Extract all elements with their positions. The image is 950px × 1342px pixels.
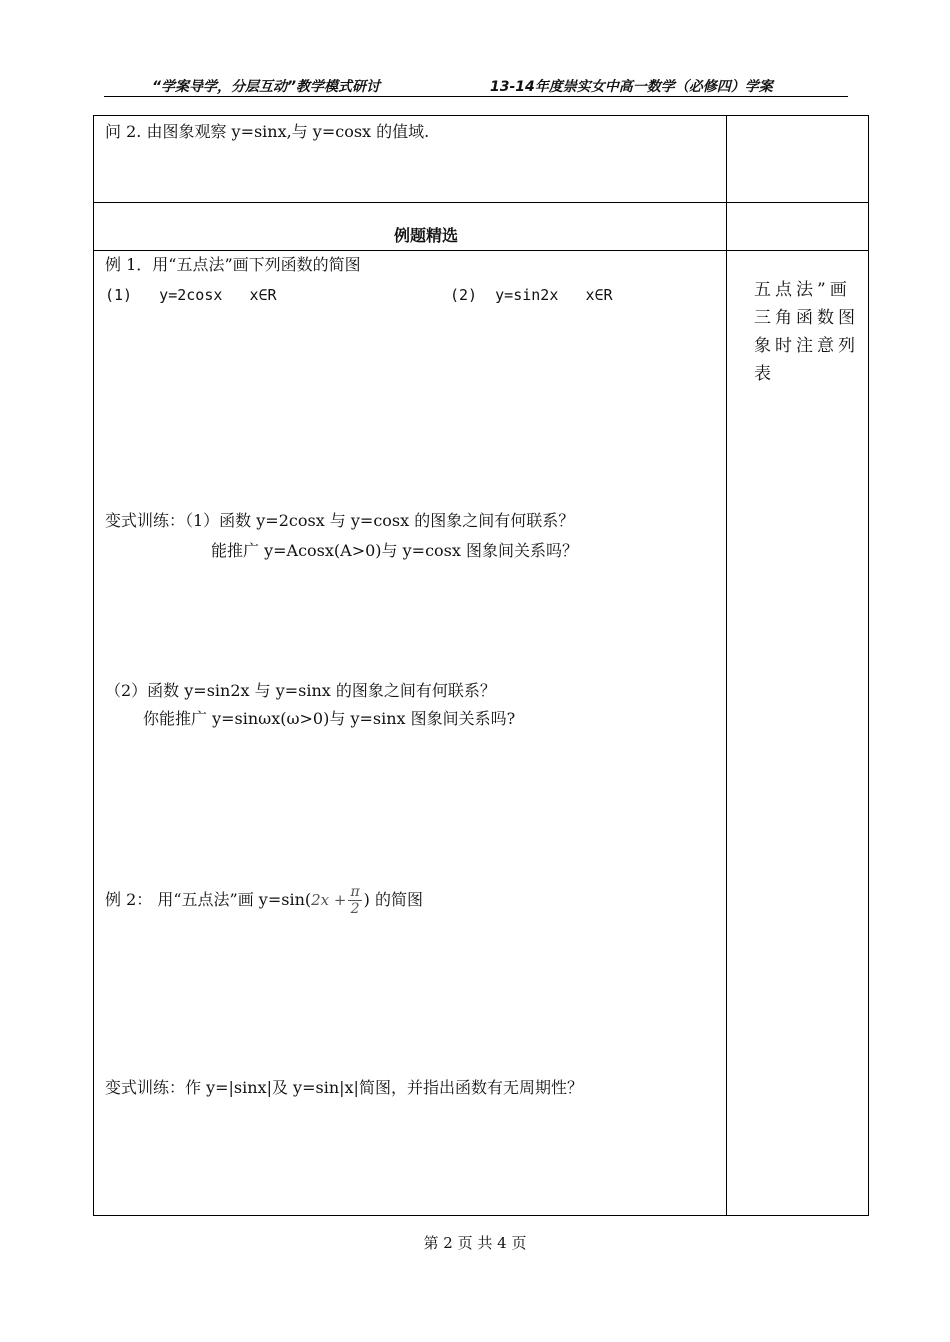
example-1-item-1: (1) y=2cosx x∈R [105,286,277,304]
question-2: 问 2. 由图象观察 y=sinx,与 y=cosx 的值域. [105,122,430,141]
fraction-denominator: 2 [350,901,360,917]
side-note: 五点法”画三角函数图象时注意列表 [754,280,859,384]
example-2 [105,884,423,917]
pi-over-2-fraction [348,884,361,917]
example-2-suffix: ) 的简图 [363,890,424,909]
worksheet-table [93,115,869,1216]
example-2-prefix: 例 2： 用“五点法”画 y=sin( [105,890,312,909]
row-divider [94,250,868,251]
page-footer: 第 2 页 共 4 页 [423,1234,527,1252]
example-1-item-2: (2) y=sin2x x∈R [450,286,613,304]
section-title: 例题精选 [394,226,459,245]
column-divider [726,116,727,1215]
variant-2-line-2: 你能推广 y=sinωx(ω>0)与 y=sinx 图象间关系吗? [143,709,516,728]
variant-2-line-1: （2）函数 y=sin2x 与 y=sinx 的图象之间有何联系？ [105,681,496,700]
header-right: 13-14年度崇实女中高一数学（必修四）学案 [490,79,773,95]
page-header [104,74,848,97]
variant-1-line-2: 能推广 y=Acosx(A>0)与 y=cosx 图象间关系吗？ [211,541,578,560]
example-1-title: 例 1．用“五点法”画下列函数的简图 [105,255,361,274]
row-divider [94,202,868,203]
example-2-expr: 2x + [311,891,347,909]
fraction-numerator: π [350,884,360,900]
header-left: “学案导学，分层互动”教学模式研讨 [152,79,381,95]
variant-3: 变式训练：作 y=|sinx|及 y=sin|x|简图，并指出函数有无周期性？ [105,1078,583,1097]
variant-1-line-1: 变式训练：（1）函数 y=2cosx 与 y=cosx 的图象之间有何联系？ [105,511,575,530]
